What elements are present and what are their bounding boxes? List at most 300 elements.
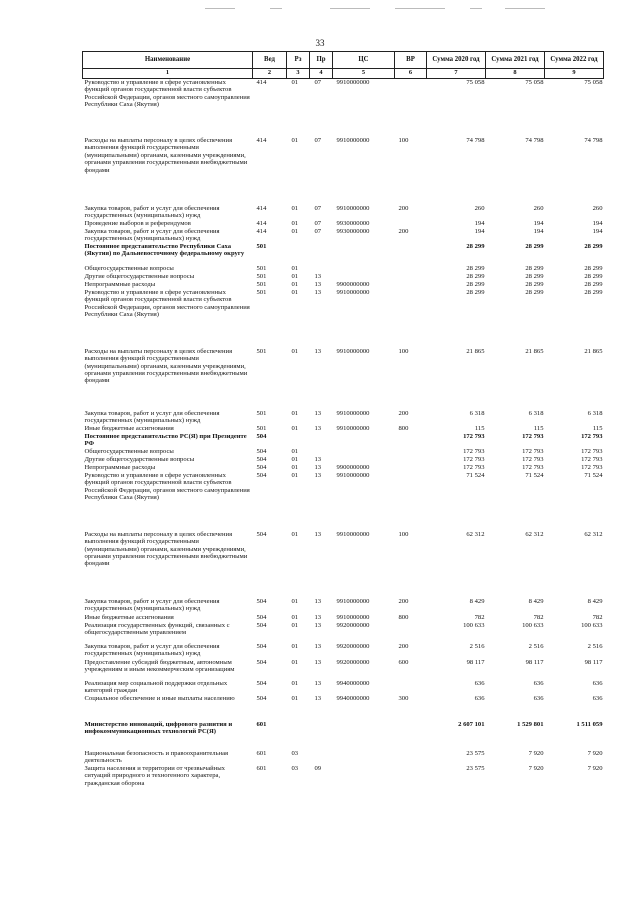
row-cs [333,448,395,456]
column-number: 5 [333,69,395,79]
table-row [83,123,604,196]
row-pr [310,243,333,265]
row-vr [395,289,427,334]
row-sum-2020: 194 [474,219,485,227]
row-sum-2022: 194 [592,227,603,235]
header-sum-2022: Сумма 2022 год [545,52,604,69]
row-rz: 01 [291,455,299,463]
row-cs [333,765,395,787]
row-sum-2020: 260 [474,205,485,212]
row-name: Закупка товаров, работ и услуг для обеспечения государственных (муниципальных) нужд [84,205,220,220]
row-ved: 504 [256,679,267,687]
row-name: Расходы на выплаты персоналу в целях обеспечения выполнения функций государственными (муниципальными) органами, казенными учреждениями, органами управления государственными внебюджетными фондами [84,137,248,174]
header-name: Наименование [83,52,253,69]
row-vr: 200 [398,409,409,417]
row-sum-2020: 172 793 [463,463,485,471]
row-pr [310,711,333,744]
row-sum-2021: 172 793 [522,447,544,455]
row-vr: 100 [398,137,409,144]
row-rz: 01 [291,280,299,288]
table-row [83,79,604,124]
row-cs: 9940000000 [336,694,370,702]
column-number: 8 [486,69,545,79]
row-ved: 504 [256,463,267,471]
column-number: 3 [287,69,310,79]
row-rz: 01 [291,424,299,432]
row-sum-2022: 28 299 [584,288,603,296]
row-cs: 9940000000 [336,679,370,687]
row-ved: 601 [256,749,267,757]
row-cs: 9910000000 [336,137,370,144]
row-rz: 01 [291,694,299,702]
row-ved: 504 [256,447,267,455]
row-cs: 9930000000 [336,227,370,235]
row-ved: 501 [256,272,267,280]
row-pr: 13 [314,471,322,479]
row-sum-2022: 172 793 [581,463,603,471]
row-ved: 504 [256,613,267,621]
row-name: Другие общегосударственные вопросы [84,455,195,463]
row-name: Министерство инноваций, цифрового развития и инфокоммуникационных технологий РС(Я) [84,720,233,736]
row-cs [333,744,395,765]
table-row [83,744,604,765]
row-ved: 414 [256,205,267,212]
row-cs: 9910000000 [336,205,370,212]
row-pr: 13 [314,347,322,355]
header-pr: Пр [310,52,333,69]
row-ved: 504 [256,455,267,463]
row-sum-2021: 260 [533,205,544,212]
row-rz: 01 [291,205,299,212]
row-sum-2022: 636 [592,694,603,702]
row-rz: 01 [291,613,299,621]
row-sum-2020: 2 516 [469,642,485,650]
row-sum-2022: 260 [592,205,603,212]
table-row [83,622,604,637]
row-sum-2022: 8 429 [587,597,603,605]
column-number: 4 [310,69,333,79]
row-ved: 501 [256,242,267,250]
row-vr [395,265,427,273]
table-row [83,517,604,589]
row-vr: 800 [398,613,409,621]
row-sum-2021: 62 312 [525,530,544,538]
row-pr: 13 [314,280,322,288]
row-ved: 601 [256,764,267,772]
row-sum-2020: 782 [474,613,485,621]
row-sum-2022: 62 312 [584,530,603,538]
row-rz: 01 [291,463,299,471]
row-ved: 504 [256,432,267,440]
row-sum-2020: 28 299 [466,242,485,250]
row-ved: 501 [256,347,267,355]
row-cs: 9910000000 [336,79,370,86]
row-sum-2021: 28 299 [525,280,544,288]
table-row [83,589,604,614]
row-rz: 03 [291,749,299,757]
row-name: Иные бюджетные ассигнования [84,424,174,432]
row-sum-2021: 636 [533,679,544,687]
row-pr: 13 [314,694,322,702]
row-vr: 100 [398,347,409,355]
table-row [83,281,604,289]
row-sum-2021: 782 [533,613,544,621]
row-cs [333,265,395,273]
header-vr: ВР [395,52,427,69]
row-name: Закупка товаров, работ и услуг для обеспечения государственных (муниципальных) нужд [84,409,220,425]
row-pr: 13 [314,424,322,432]
row-ved: 501 [256,280,267,288]
column-number: 1 [83,69,253,79]
row-name: Расходы на выплаты персоналу в целях обеспечения выполнения функций государственными (муниципальными) органами, казенными учреждениями, органами управления государственными внебюджетными фондами [84,530,248,568]
row-cs: 9910000000 [336,530,370,538]
table-row [83,711,604,744]
row-pr: 13 [314,679,322,687]
row-rz: 01 [291,658,299,666]
row-rz: 01 [291,447,299,455]
row-name: Руководство и управление в сфере установленных функций органов государственной власти субъектов Российской Федерации, органов местного самоуправления Республики Саха (Якутия) [84,288,250,319]
column-number-row [83,69,604,79]
table-row [83,289,604,334]
row-sum-2020: 21 865 [466,347,485,355]
row-vr [395,464,427,472]
row-ved: 414 [256,79,267,86]
row-ved: 504 [256,658,267,666]
table-row [83,228,604,243]
row-vr: 600 [398,658,409,666]
row-rz: 01 [291,347,299,355]
table-row [83,220,604,228]
row-rz: 01 [291,471,299,479]
row-sum-2021: 28 299 [525,288,544,296]
row-rz: 01 [291,530,299,538]
row-ved: 601 [256,720,267,728]
row-sum-2020: 74 798 [466,137,485,144]
row-name: Иные бюджетные ассигнования [84,613,174,621]
row-cs [333,433,395,448]
row-cs: 9910000000 [336,613,370,621]
table-row [83,402,604,425]
row-cs: 9920000000 [336,621,370,629]
row-cs: 9910000000 [336,409,370,417]
row-vr: 200 [398,597,409,605]
table-row [83,456,604,464]
row-sum-2022: 28 299 [584,264,603,272]
row-name: Закупка товаров, работ и услуг для обеспечения государственных (муниципальных) нужд [84,642,220,658]
row-ved: 504 [256,694,267,702]
row-sum-2022: 6 318 [587,409,603,417]
row-sum-2022: 74 798 [584,137,603,144]
row-rz: 01 [291,219,299,227]
row-name: Расходы на выплаты персоналу в целях обеспечения выполнения функций государственными (муниципальными) органами, казенными учреждениями, органами управления государственными внебюджетными фондами [84,347,248,385]
row-sum-2020: 6 318 [469,409,485,417]
row-name: Реализация государственных функций, связанных с общегосударственным управлением [84,621,230,637]
row-vr: 800 [398,424,409,432]
row-pr [310,265,333,273]
row-pr: 13 [314,658,322,666]
row-sum-2021: 194 [533,219,544,227]
row-rz: 01 [291,621,299,629]
row-rz: 01 [291,642,299,650]
row-pr: 13 [314,613,322,621]
row-pr: 07 [314,227,322,235]
row-vr [395,711,427,744]
table-row [83,614,604,622]
row-sum-2020: 28 299 [466,264,485,272]
row-name: Предоставление субсидий бюджетным, автономным учреждениям и иным некоммерческим организациям [84,658,235,674]
row-pr: 07 [314,137,322,144]
row-sum-2021: 28 299 [525,272,544,280]
row-sum-2021: 6 318 [528,409,544,417]
row-sum-2020: 636 [474,679,485,687]
row-sum-2022: 115 [592,424,603,432]
table-header-row [83,52,604,69]
table-row [83,765,604,787]
row-cs [333,273,395,281]
row-name: Социальное обеспечение и иные выплаты населению [84,694,235,702]
row-vr: 200 [398,227,409,235]
table-row [83,674,604,695]
row-name: Защита населения и территории от чрезвычайных ситуаций природного и техногенного характера, гражданская оборона [84,764,225,787]
row-sum-2022: 172 793 [581,447,603,455]
row-pr: 13 [314,288,322,296]
row-pr: 13 [314,621,322,629]
row-name: Другие общегосударственные вопросы [84,272,195,280]
row-sum-2022: 194 [592,219,603,227]
row-ved: 504 [256,621,267,629]
row-cs: 9900000000 [336,463,370,471]
header-sum-2020: Сумма 2020 год [427,52,486,69]
row-ved: 501 [256,409,267,417]
row-pr: 09 [314,764,322,772]
row-sum-2020: 28 299 [466,288,485,296]
budget-table [82,51,604,787]
table-row [83,695,604,711]
row-sum-2022: 71 524 [584,471,603,479]
row-vr [395,448,427,456]
row-sum-2020: 8 429 [469,597,485,605]
row-pr: 13 [314,463,322,471]
row-pr: 07 [314,219,322,227]
page-number: 33 [315,38,325,48]
row-ved: 501 [256,288,267,296]
row-name: Непрограммные расходы [84,463,156,471]
row-pr: 13 [314,530,322,538]
row-sum-2020: 62 312 [466,530,485,538]
row-sum-2021: 100 633 [522,621,544,629]
table-row [83,433,604,448]
row-pr: 07 [314,205,322,212]
row-vr [395,79,427,124]
row-sum-2022: 172 793 [581,455,603,463]
row-cs: 9910000000 [336,424,370,432]
row-rz: 01 [291,137,299,144]
top-scan-marks [0,8,640,14]
row-name: Общегосударственные вопросы [84,447,174,455]
row-sum-2022: 1 511 059 [576,720,603,728]
table-row [83,464,604,472]
row-sum-2020: 98 117 [466,658,485,666]
row-name: Непрограммные расходы [84,280,156,288]
row-rz: 01 [291,288,299,296]
row-sum-2020: 194 [474,227,485,235]
row-sum-2021: 2 516 [528,642,544,650]
row-rz: 01 [291,79,299,86]
row-name: Руководство и управление в сфере установленных функций органов государственной власти субъектов Российской Федерации, органов местного самоуправления Республики Саха (Якутия) [84,79,250,109]
row-sum-2020: 71 524 [466,471,485,479]
row-ved: 501 [256,264,267,272]
row-sum-2021: 71 524 [525,471,544,479]
row-name: Постоянное представительство РС(Я) при Президенте РФ [84,432,247,448]
row-sum-2022: 636 [592,679,603,687]
table-row [83,273,604,281]
row-cs [333,243,395,265]
column-number: 2 [253,69,287,79]
row-vr [395,433,427,448]
row-sum-2022: 7 920 [587,749,603,757]
row-sum-2022: 782 [592,613,603,621]
table-row [83,334,604,402]
table-row [83,637,604,659]
row-vr [395,243,427,265]
row-pr [310,448,333,456]
row-ved: 414 [256,137,267,144]
row-sum-2021: 74 798 [525,137,544,144]
table-row [83,425,604,433]
row-cs: 9910000000 [336,597,370,605]
row-ved: 501 [256,424,267,432]
row-sum-2021: 194 [533,227,544,235]
row-sum-2021: 1 529 801 [517,720,544,728]
row-ved: 504 [256,530,267,538]
row-sum-2020: 75 058 [466,79,485,86]
row-pr [310,433,333,448]
header-sum-2021: Сумма 2021 год [486,52,545,69]
row-vr: 100 [398,530,409,538]
row-ved: 504 [256,597,267,605]
row-sum-2022: 28 299 [584,272,603,280]
row-sum-2020: 100 633 [463,621,485,629]
budget-table-container [82,51,603,871]
row-rz: 01 [291,227,299,235]
row-rz [287,243,310,265]
column-number: 9 [545,69,604,79]
table-row [83,659,604,674]
row-ved: 504 [256,471,267,479]
row-sum-2020: 28 299 [466,272,485,280]
row-sum-2021: 7 920 [528,749,544,757]
row-rz: 01 [291,264,299,272]
row-sum-2022: 28 299 [584,242,603,250]
row-rz [287,711,310,744]
row-ved: 414 [256,219,267,227]
row-sum-2022: 21 865 [584,347,603,355]
table-row [83,265,604,273]
row-vr [395,765,427,787]
row-rz [287,433,310,448]
row-sum-2022: 7 920 [587,764,603,772]
row-vr [395,220,427,228]
row-rz: 01 [291,597,299,605]
header-rz: Рз [287,52,310,69]
column-number: 6 [395,69,427,79]
row-sum-2020: 23 575 [466,764,485,772]
row-ved: 414 [256,227,267,235]
row-sum-2021: 75 058 [525,79,544,86]
row-cs: 9920000000 [336,658,370,666]
row-name: Руководство и управление в сфере установленных функций органов государственной власти субъектов Российской Федерации, органов местного самоуправления Республики Саха (Якутия) [84,471,250,502]
row-vr: 200 [398,205,409,212]
row-cs: 9930000000 [336,219,370,227]
row-sum-2021: 7 920 [528,764,544,772]
row-vr [395,273,427,281]
row-cs [333,711,395,744]
row-name: Закупка товаров, работ и услуг для обеспечения государственных (муниципальных) нужд [84,597,220,613]
row-sum-2021: 21 865 [525,347,544,355]
row-sum-2020: 636 [474,694,485,702]
table-row [83,196,604,220]
row-rz: 03 [291,764,299,772]
row-sum-2021: 172 793 [522,432,544,440]
row-sum-2021: 98 117 [525,658,544,666]
row-ved: 504 [256,642,267,650]
header-cs: ЦС [333,52,395,69]
row-pr: 07 [314,79,322,86]
row-sum-2022: 28 299 [584,280,603,288]
row-vr [395,674,427,695]
row-sum-2021: 172 793 [522,455,544,463]
row-cs: 9920000000 [336,642,370,650]
column-number: 7 [427,69,486,79]
row-sum-2020: 172 793 [463,432,485,440]
table-row [83,448,604,456]
row-vr [395,472,427,517]
header-ved: Вед [253,52,287,69]
row-vr [395,744,427,765]
row-vr: 200 [398,642,409,650]
row-sum-2020: 172 793 [463,455,485,463]
row-cs: 9910000000 [336,471,370,479]
row-name: Постоянное представительство Республики Саха (Якутия) по Дальневосточному федеральному округу [84,242,245,258]
row-pr: 13 [314,455,322,463]
row-rz: 01 [291,679,299,687]
row-sum-2020: 2 607 101 [458,720,485,728]
row-sum-2021: 28 299 [525,242,544,250]
row-sum-2022: 2 516 [587,642,603,650]
row-rz: 01 [291,272,299,280]
row-sum-2020: 172 793 [463,447,485,455]
row-sum-2020: 115 [474,424,485,432]
row-rz: 01 [291,409,299,417]
table-row [83,472,604,517]
row-sum-2021: 115 [533,424,544,432]
row-pr: 13 [314,272,322,280]
row-pr: 13 [314,642,322,650]
row-sum-2021: 28 299 [525,264,544,272]
row-vr: 300 [398,694,409,702]
row-sum-2020: 28 299 [466,280,485,288]
row-name: Реализация мер социальной поддержки отдельных категорий граждан [84,679,228,695]
table-row [83,243,604,265]
row-pr [310,744,333,765]
row-sum-2022: 75 058 [584,79,603,86]
row-sum-2022: 98 117 [584,658,603,666]
row-cs: 9910000000 [336,347,370,355]
row-sum-2021: 8 429 [528,597,544,605]
row-vr [395,622,427,637]
row-name: Закупка товаров, работ и услуг для обеспечения государственных (муниципальных) нужд [84,227,220,243]
row-name: Национальная безопасность и правоохранительная деятельность [84,749,229,765]
